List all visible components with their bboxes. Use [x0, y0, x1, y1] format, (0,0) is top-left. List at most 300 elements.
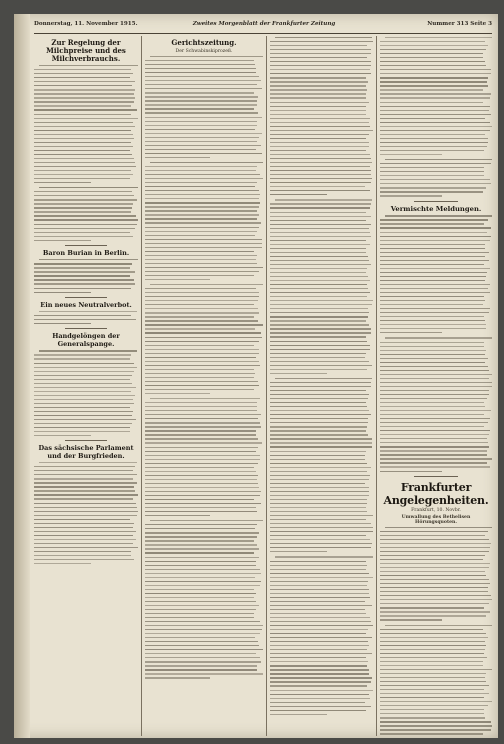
text-line	[145, 410, 257, 411]
text-line	[145, 112, 258, 113]
text-line	[380, 721, 491, 722]
text-line	[270, 260, 369, 261]
text-line	[145, 312, 259, 313]
text-line	[145, 117, 262, 118]
text-line	[270, 244, 370, 245]
text-line	[270, 698, 370, 699]
text-line	[145, 495, 260, 496]
article-body	[34, 311, 138, 324]
text-line	[270, 41, 373, 42]
text-line	[145, 222, 261, 223]
text-line	[270, 154, 370, 155]
text-line	[39, 462, 137, 463]
text-line	[34, 158, 134, 159]
text-line	[145, 157, 210, 158]
text-line	[270, 499, 367, 500]
text-line	[380, 426, 484, 427]
text-line	[145, 259, 256, 260]
text-line	[380, 150, 484, 151]
text-line	[270, 324, 369, 325]
text-line	[380, 370, 489, 371]
text-line	[270, 142, 369, 143]
text-line	[34, 474, 137, 475]
text-line	[380, 324, 486, 325]
text-line	[270, 398, 368, 399]
text-line	[145, 145, 261, 146]
text-line	[270, 539, 370, 540]
text-line	[380, 89, 483, 90]
text-line	[145, 463, 258, 464]
text-line	[270, 641, 368, 642]
text-line	[270, 665, 367, 666]
text-line	[380, 418, 490, 419]
text-line	[270, 475, 370, 476]
text-line	[270, 272, 366, 273]
text-line	[270, 402, 366, 403]
text-line	[34, 435, 91, 436]
text-line	[145, 528, 255, 529]
text-line	[270, 609, 365, 610]
text-line	[145, 557, 259, 558]
text-line	[34, 85, 132, 86]
article-title: Baron Burian in Berlin.	[42, 248, 130, 257]
text-line	[380, 697, 484, 698]
text-line	[34, 415, 132, 416]
text-line	[270, 661, 368, 662]
text-line	[34, 114, 131, 115]
text-line	[270, 515, 373, 516]
text-line	[145, 133, 262, 134]
text-line	[270, 669, 369, 670]
text-line	[34, 292, 91, 293]
text-line	[270, 130, 373, 131]
text-line	[145, 455, 260, 456]
text-line	[145, 357, 256, 358]
text-line	[270, 73, 371, 74]
text-line	[145, 255, 257, 256]
text-line	[34, 97, 135, 98]
text-line	[34, 224, 137, 225]
text-line	[145, 210, 257, 211]
text-line	[270, 102, 369, 103]
text-line	[145, 414, 261, 415]
text-line	[34, 391, 131, 392]
text-line	[380, 81, 487, 82]
text-line	[270, 178, 372, 179]
text-line	[34, 367, 137, 368]
text-line	[145, 430, 256, 431]
section-dateline: Frankfurt, 10. Novbr.	[411, 507, 461, 513]
text-line	[270, 690, 373, 691]
text-line	[270, 511, 367, 512]
text-line	[270, 248, 366, 249]
text-line	[270, 341, 367, 342]
text-line	[380, 567, 489, 568]
text-line	[145, 673, 263, 674]
header-masthead: Zweites Morgenblatt der Frankfurter Zeitung	[192, 21, 336, 27]
text-line	[380, 219, 488, 220]
text-line	[34, 543, 133, 544]
text-line	[380, 284, 490, 285]
text-line	[34, 93, 134, 94]
text-line	[145, 625, 263, 626]
text-line	[34, 403, 134, 404]
text-line	[380, 619, 442, 620]
text-line	[270, 479, 369, 480]
article-body	[380, 37, 492, 155]
text-line	[145, 361, 259, 362]
text-line	[34, 379, 130, 380]
text-line	[380, 450, 487, 451]
text-line	[145, 373, 255, 374]
text-line	[150, 162, 263, 163]
text-line	[34, 275, 130, 276]
text-line	[270, 320, 366, 321]
text-line	[270, 280, 370, 281]
text-line	[270, 702, 365, 703]
text-line	[270, 507, 366, 508]
text-line	[270, 93, 366, 94]
text-line	[145, 613, 254, 614]
text-line	[270, 625, 373, 626]
text-line	[34, 178, 130, 179]
text-line	[270, 268, 367, 269]
text-line	[270, 406, 367, 407]
text-line	[270, 146, 369, 147]
text-line	[34, 109, 137, 110]
text-line	[270, 483, 365, 484]
text-line	[145, 377, 254, 378]
text-line	[380, 45, 488, 46]
text-line	[34, 105, 131, 106]
text-line	[380, 378, 489, 379]
separator	[65, 297, 107, 298]
text-line	[145, 661, 261, 662]
text-line	[39, 259, 138, 260]
text-line	[145, 507, 256, 508]
text-line	[34, 207, 132, 208]
text-line	[270, 292, 370, 293]
text-line	[385, 215, 492, 216]
text-line	[34, 470, 133, 471]
text-line	[39, 350, 137, 351]
text-line	[34, 563, 91, 564]
text-line	[380, 65, 486, 66]
text-line	[380, 673, 486, 674]
text-line	[380, 146, 487, 147]
text-line	[34, 73, 133, 74]
text-line	[270, 122, 369, 123]
text-line	[380, 252, 489, 253]
text-line	[34, 519, 130, 520]
text-line	[145, 104, 257, 105]
text-line	[380, 366, 488, 367]
text-line	[270, 710, 366, 711]
text-line	[145, 479, 257, 480]
text-line	[270, 706, 371, 707]
text-line	[145, 198, 259, 199]
text-line	[380, 637, 488, 638]
text-line	[145, 483, 258, 484]
text-line	[380, 709, 484, 710]
text-line	[145, 243, 262, 244]
text-line	[380, 97, 490, 98]
text-line	[270, 162, 372, 163]
text-line	[270, 126, 370, 127]
text-line	[270, 182, 371, 183]
text-line	[145, 194, 260, 195]
text-line	[34, 515, 137, 516]
text-line	[380, 328, 486, 329]
text-line	[145, 316, 254, 317]
article-body	[270, 556, 373, 714]
text-line	[380, 657, 487, 658]
text-line	[270, 605, 372, 606]
column-rule	[266, 36, 267, 736]
text-line	[270, 49, 371, 50]
article-body	[34, 187, 138, 241]
text-line	[145, 178, 263, 179]
text-line	[34, 69, 131, 70]
text-line	[380, 118, 485, 119]
text-line	[380, 110, 489, 111]
column-3	[270, 37, 373, 735]
text-line	[145, 332, 261, 333]
text-line	[380, 342, 484, 343]
text-line	[270, 349, 370, 350]
text-line	[380, 195, 442, 196]
text-line	[380, 551, 489, 552]
text-line	[145, 593, 256, 594]
text-line	[270, 345, 370, 346]
text-line	[270, 585, 367, 586]
text-line	[270, 523, 371, 524]
text-line	[270, 694, 369, 695]
text-line	[270, 581, 368, 582]
text-line	[270, 455, 365, 456]
text-line	[270, 597, 370, 598]
text-line	[270, 276, 368, 277]
text-line	[380, 179, 490, 180]
text-line	[380, 595, 491, 596]
text-line	[380, 260, 489, 261]
text-line	[145, 499, 254, 500]
text-line	[145, 369, 254, 370]
text-line	[270, 158, 371, 159]
text-line	[270, 138, 366, 139]
text-line	[145, 227, 259, 228]
article-body	[145, 284, 263, 394]
text-line	[34, 371, 134, 372]
text-line	[34, 150, 130, 151]
text-line	[145, 653, 256, 654]
text-line	[145, 418, 258, 419]
text-line	[380, 410, 491, 411]
text-line	[380, 248, 485, 249]
text-line	[270, 85, 366, 86]
text-line	[380, 587, 488, 588]
text-line	[145, 84, 257, 85]
text-line	[380, 358, 488, 359]
text-line	[34, 219, 138, 220]
text-line	[275, 37, 372, 38]
section-subtitle: Umwallung des Bethelisen Hörungsquoten.	[401, 514, 471, 525]
text-line	[145, 218, 257, 219]
text-line	[270, 645, 369, 646]
text-line	[34, 232, 130, 233]
text-line	[145, 92, 254, 93]
text-line	[145, 665, 257, 666]
text-line	[380, 398, 487, 399]
text-line	[34, 411, 133, 412]
text-line	[145, 573, 261, 574]
text-line	[270, 531, 373, 532]
text-line	[270, 190, 370, 191]
text-line	[34, 498, 133, 499]
text-line	[34, 387, 136, 388]
article-body	[145, 56, 263, 158]
text-line	[380, 300, 485, 301]
column-1	[34, 37, 138, 735]
text-line	[270, 681, 371, 682]
text-line	[145, 202, 260, 203]
text-line	[380, 641, 485, 642]
text-line	[270, 446, 372, 447]
text-line	[380, 142, 488, 143]
text-line	[145, 341, 259, 342]
text-line	[34, 466, 135, 467]
text-line	[385, 159, 492, 160]
text-line	[380, 406, 485, 407]
text-line	[380, 458, 492, 459]
text-line	[380, 49, 486, 50]
text-line	[145, 597, 254, 598]
text-line	[275, 378, 372, 379]
text-line	[380, 390, 489, 391]
text-line	[145, 426, 261, 427]
text-line	[275, 556, 373, 557]
text-line	[34, 490, 135, 491]
text-line	[145, 320, 258, 321]
text-line	[145, 389, 254, 390]
text-line	[145, 137, 259, 138]
article-body	[380, 625, 492, 735]
text-line	[270, 714, 327, 715]
text-line	[380, 629, 483, 630]
text-line	[270, 134, 369, 135]
text-line	[34, 142, 131, 143]
text-line	[380, 531, 488, 532]
article-body	[380, 527, 492, 621]
text-line	[270, 369, 367, 370]
text-line	[145, 96, 258, 97]
text-line	[145, 239, 262, 240]
text-line	[380, 171, 484, 172]
text-line	[380, 583, 490, 584]
text-line	[145, 569, 260, 570]
text-line	[145, 206, 259, 207]
text-line	[380, 430, 490, 431]
article-title: Das sächsische Parlament und der Burgfrieden.	[38, 444, 134, 460]
text-line	[380, 244, 485, 245]
text-line	[145, 190, 259, 191]
column-rule	[376, 36, 377, 736]
text-line	[270, 194, 327, 195]
text-line	[380, 653, 484, 654]
text-line	[145, 100, 257, 101]
text-line	[145, 365, 260, 366]
text-line	[145, 279, 210, 280]
text-line	[380, 547, 490, 548]
text-line	[34, 267, 130, 268]
text-line	[34, 431, 130, 432]
text-line	[270, 629, 368, 630]
text-line	[34, 523, 134, 524]
article-body	[34, 259, 138, 292]
text-line	[270, 633, 366, 634]
text-line	[380, 462, 487, 463]
newspaper-page	[14, 14, 498, 738]
text-line	[380, 394, 489, 395]
text-line	[145, 304, 254, 305]
text-line	[145, 108, 254, 109]
article-body	[270, 378, 373, 553]
text-line	[34, 279, 134, 280]
page-header	[34, 21, 492, 33]
text-line	[380, 316, 484, 317]
text-line	[145, 251, 254, 252]
text-line	[380, 53, 483, 54]
text-line	[380, 466, 490, 467]
text-line	[270, 106, 366, 107]
text-line	[34, 228, 135, 229]
text-line	[385, 527, 492, 528]
text-line	[145, 633, 260, 634]
text-line	[380, 705, 488, 706]
text-line	[270, 487, 369, 488]
text-line	[145, 345, 254, 346]
text-line	[270, 212, 366, 213]
text-line	[34, 511, 138, 512]
text-line	[270, 519, 366, 520]
text-line	[270, 573, 369, 574]
text-line	[380, 717, 485, 718]
text-line	[145, 60, 254, 61]
article-body	[145, 162, 263, 280]
separator	[65, 328, 107, 329]
text-line	[34, 77, 130, 78]
text-line	[34, 170, 131, 171]
text-line	[270, 637, 372, 638]
text-line	[145, 621, 260, 622]
text-line	[380, 154, 442, 155]
article-body	[270, 37, 373, 195]
text-line	[34, 423, 132, 424]
text-line	[270, 373, 327, 374]
text-line	[380, 438, 487, 439]
text-line	[34, 166, 136, 167]
text-line	[270, 551, 327, 552]
text-line	[270, 410, 369, 411]
text-line	[270, 264, 371, 265]
text-line	[145, 552, 254, 553]
text-line	[145, 402, 257, 403]
text-line	[34, 199, 137, 200]
text-line	[380, 539, 489, 540]
text-line	[145, 561, 256, 562]
text-line	[270, 316, 368, 317]
text-line	[270, 535, 366, 536]
